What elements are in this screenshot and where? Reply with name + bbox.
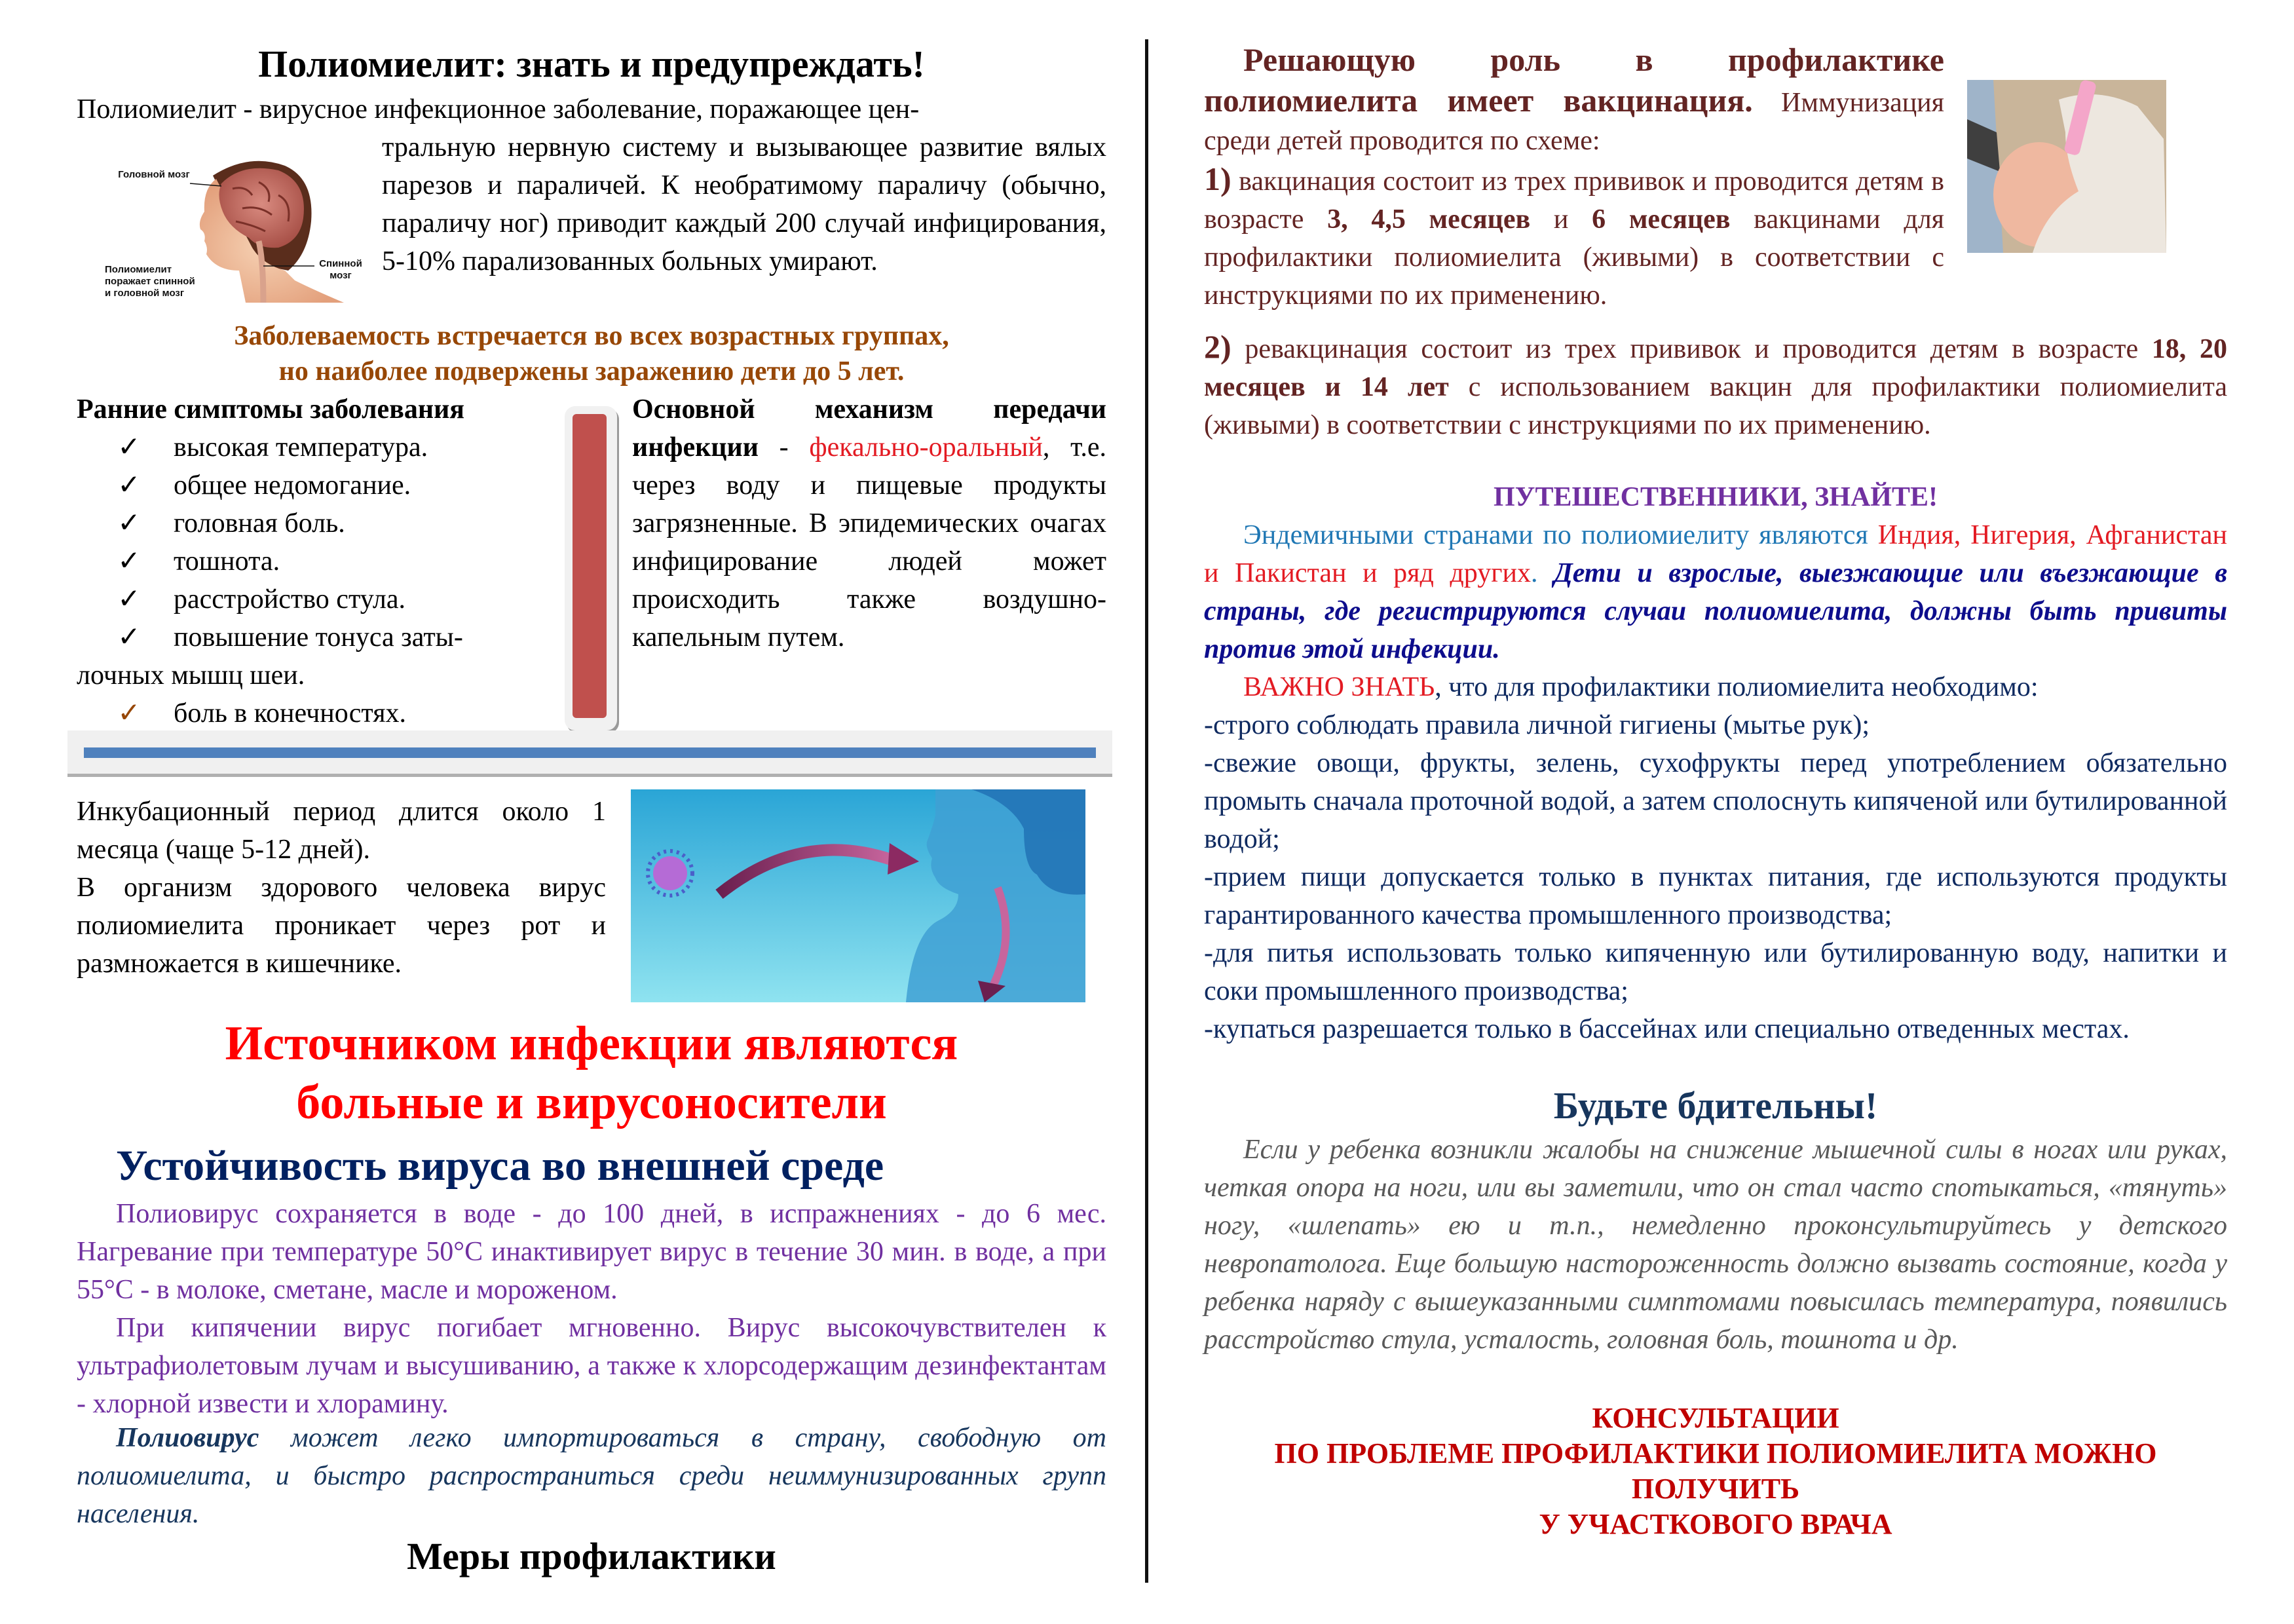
checkmark-icon: ✓ — [117, 698, 141, 728]
label-polio-affects: Полиомиелит поражает спинной и головной мозг — [105, 264, 195, 299]
checkmark-icon: ✓ — [117, 546, 141, 576]
source-line-1: Источником инфекции являются — [225, 1017, 958, 1070]
source-line-2: больные и вирусоносители — [296, 1076, 887, 1129]
travelers-paragraph: Эндемичными странами по полиомиелиту являются Индия, Нигерия, Афганистан и Пакистан и ряд других. Дети и взрослые, выезжающие или въезжающие в страны, где регистрируются случаи полиомиелита, должны быть привиты против этой инфекции. — [1204, 520, 2228, 664]
incidence-line-1: Заболеваемость встречается во всех возрастных группах, — [234, 321, 949, 351]
incubation-block — [77, 793, 606, 983]
stability-paragraph-1: Полиовирус сохраняется в воде - до 100 дней, в испражнениях - до 6 мес. Нагревание при температуре 50°С инактивирует вирус в течение 30 мин. в воде, а при 55°С - в молоке, сметане, масле и мороженом. — [77, 1199, 1106, 1305]
vaccination-paragraph: Решающую роль в профилактике полиомиелита имеет вакцинация. Иммунизация среди детей проводится по схеме: 1) вакцинация состоит из трех прививок и проводится детям в возрасте 3, 4,5 месяцев и 6 месяцев вакцинами для профилактики полиомиелита (живыми) в соответствии с инструкциями по их применению. — [1204, 41, 1944, 314]
endemic-countries: Индия, Нигерия, Афганистан и Пакистан и ряд других — [1204, 520, 2227, 588]
checkmark-icon: ✓ — [117, 470, 141, 500]
intro-paragraph: тральную нервную систему и вызывающее развитие вялых парезов и параличей. К необратимому параличу (обычно, параличу ног) приводит каждый 200 случай инфицирования, 5-10% парализованных больных умирают. — [382, 132, 1106, 276]
rule-item: -для питья использовать только кипяченную или бутилированную воду, напитки и соки промышленного производства; — [1204, 938, 2227, 1006]
incidence-note — [77, 318, 1106, 389]
transmission-route: фекально-оральный — [809, 432, 1043, 463]
label-brain: Головной мозг — [118, 169, 190, 180]
infection-route-illustration — [631, 789, 1085, 1002]
symptom-item: ✓ общее недомогание. — [77, 466, 548, 504]
rule-item: -свежие овощи, фрукты, зелень, сухофрукты перед употреблением обязательно промыть сначала проточной водой, а затем сполоснуть кипяченой или бутилированной водой; — [1204, 748, 2227, 854]
checkmark-icon: ✓ — [117, 622, 141, 652]
rule-item: -прием пищи допускается только в пунктах питания, где используются продукты гарантированного качества промышленного производства; — [1204, 862, 2227, 930]
consultation-note — [1204, 1401, 2227, 1542]
stability-paragraph-2: При кипячении вирус погибает мгновенно. Вирус высокочувствителен к ультрафиолетовым лучам и высушиванию, а также к хлорсодержащим дезинфектантам - хлорной извести и хлорамину. — [77, 1313, 1106, 1419]
virus-to-mouth-icon — [631, 789, 1085, 1002]
transmission-heading: Основной механизм передачи инфекции — [632, 394, 1106, 463]
symptom-item: ✓ расстройство стула. — [77, 580, 548, 618]
rule-item: -купаться разрешается только в бассейнах или специально отведенных местах. — [1204, 1014, 2130, 1044]
vaccination-photo — [1967, 80, 2166, 253]
separator-line — [84, 747, 1096, 758]
checkmark-icon: ✓ — [117, 508, 141, 538]
symptom-item: ✓ высокая температура. — [77, 428, 548, 466]
travel-warning: Дети и взрослые, выезжающие или въезжающие в страны, где регистрируются случаи полиомиелита, должны быть привиты против этой инфекции. — [1204, 558, 2228, 664]
vaccination-lead: Решающую роль в профилактике полиомиелита имеет вакцинация. — [1204, 41, 1944, 119]
label-spinal-cord: Спинной мозг — [319, 258, 362, 281]
vigilant-heading: Будьте бдительны! — [1553, 1084, 1878, 1127]
symptoms-list — [77, 428, 548, 732]
column-divider — [1145, 39, 1148, 1583]
stability-paragraphs — [77, 1195, 1106, 1423]
symptom-item: ✓ тошнота. — [77, 542, 548, 580]
symptom-item: ✓ головная боль. — [77, 504, 548, 542]
checkmark-icon: ✓ — [117, 432, 141, 463]
travelers-heading: ПУТЕШЕСТВЕННИКИ, ЗНАЙТЕ! — [1493, 482, 1938, 512]
consult-line-3: ПОЛУЧИТЬ — [1631, 1473, 1800, 1505]
prevention-measures-heading: Меры профилактики — [407, 1535, 776, 1577]
intro-first-line: Полиомиелит - вирусное инфекционное заболевание, поражающее цен- — [77, 94, 920, 124]
vigilant-paragraph: Если у ребенка возникли жалобы на снижение мышечной силы в ногах или руках, четкая опора на ноги, или вы заметили, что он стал часто спотыкаться, «тянуть» ногу, «шлепать» ею и т.п., немедленно проконсультируйтесь у детского невропатолога. Еще большую настороженность должно вызвать состояние, когда у ребенка наряду с вышеуказанными симптомами повысилась температура, появились расстройство стула, усталость, головная боль, тошнота и др. — [1204, 1135, 2227, 1355]
vaccination-item-1: 1) вакцинация состоит из трех прививок и проводится детям в возрасте 3, 4,5 месяцев и 6 месяцев вакцинами для профилактики полиомиелита (живыми) в соответствии с инструкциями по их применению. — [1204, 161, 1944, 311]
transmission-paragraph: Основной механизм передачи инфекции - фекально-оральный, т.е. через воду и пищевые продукты загрязненные. В эпидемических очагах инфицирование людей может происходить также воздушно-капельным путем. — [632, 394, 1106, 652]
oral-vaccine-photo-icon — [1967, 80, 2166, 253]
symptoms-heading: Ранние симптомы заболевания — [77, 394, 464, 425]
poliovirus-bold: Полиовирус — [116, 1423, 259, 1453]
consult-line-1: КОНСУЛЬТАЦИИ — [1592, 1402, 1839, 1434]
virus-entry: В организм здорового человека вирус полиомиелита проникает через рот и размножается в кишечнике. — [77, 873, 606, 979]
incubation-period: Инкубационный период длится около 1 месяца (чаще 5-12 дней). — [77, 797, 606, 865]
symptom-continuation: лочных мышц шеи. — [77, 660, 305, 690]
revaccination-paragraph: 2) ревакцинация состоит из трех прививок и проводится детям в возрасте 18, 20 месяцев и 14 лет с использованием вакцин для профилактики полиомиелита (живыми) в соответствии с инструкциями по их применению. — [1204, 328, 2227, 440]
important-label: ВАЖНО ЗНАТЬ — [1243, 672, 1435, 702]
consult-line-2: ПО ПРОБЛЕМЕ ПРОФИЛАКТИКИ ПОЛИОМИЕЛИТА МОЖНО — [1274, 1437, 2157, 1469]
incidence-line-2: но наиболее подвержены заражению дети до 5 лет. — [278, 356, 905, 387]
symptom-item: ✓ повышение тонуса заты- — [77, 618, 548, 656]
brain-illustration — [105, 149, 367, 303]
rule-item: -строго соблюдать правила личной гигиены (мытье рук); — [1204, 710, 1870, 740]
stability-heading: Устойчивость вируса во внешней среде — [116, 1142, 884, 1190]
page-title: Полиомиелит: знать и предупреждать! — [258, 43, 925, 85]
poliovirus-import-note: Полиовирус может легко импортироваться в страну, свободную от полиомиелита, и быстро распространиться среди неиммунизированных групп населения. — [77, 1423, 1106, 1529]
checkmark-icon: ✓ — [117, 584, 141, 614]
early-symptoms — [77, 390, 548, 732]
symptom-item: ✓ боль в конечностях. — [77, 694, 548, 732]
consult-line-4: У УЧАСТКОВОГО ВРАЧА — [1539, 1508, 1892, 1540]
important-block: ВАЖНО ЗНАТЬ, что для профилактики полиомиелита необходимо: -строго соблюдать правила личной гигиены (мытье рук); -свежие овощи, фрукты, зелень, сухофрукты перед употреблением обязательно промыть сначала проточной водой, а затем сполоснуть кипяченой или бутилированной водой; -прием пищи допускается только в пунктах питания, где используются продукты гарантированного качества промышленного производства; -для питья использовать только кипяченную или бутилированную воду, напитки и соки промышленного производства; -купаться разрешается только в бассейнах или специально отведенных местах. — [1204, 668, 2227, 1048]
infection-source-heading — [77, 1014, 1106, 1132]
red-vertical-bar — [573, 414, 607, 718]
